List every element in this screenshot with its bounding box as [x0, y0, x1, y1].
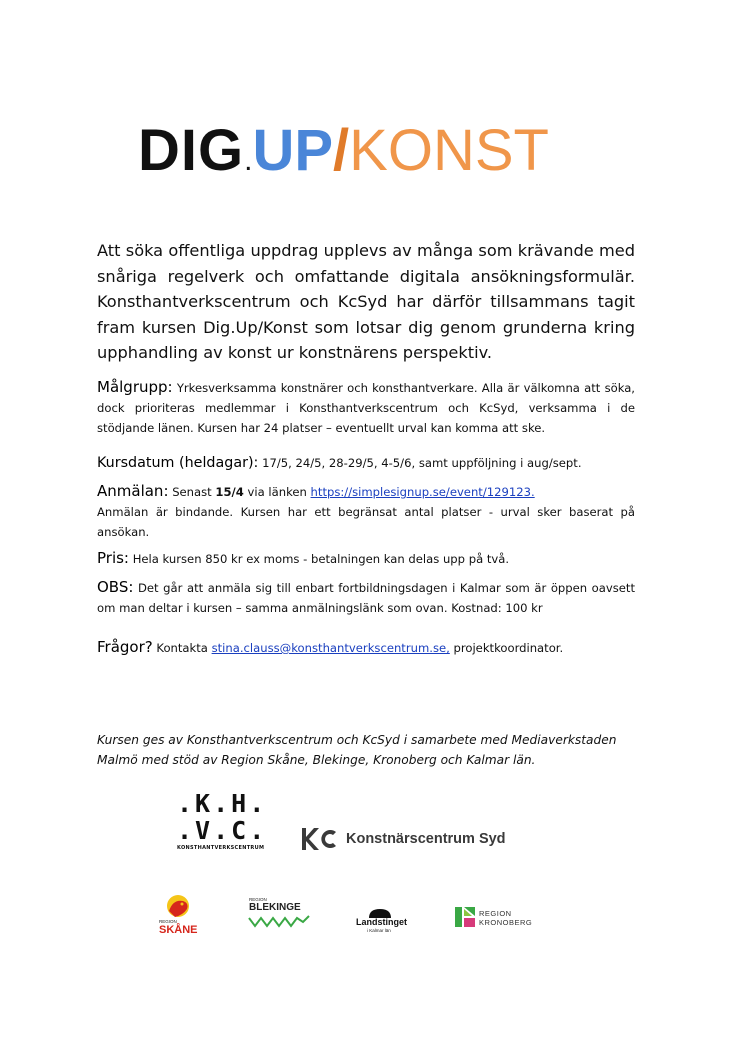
kronoberg-line-1: REGION — [479, 909, 512, 918]
anmalan-label: Anmälan: — [97, 482, 169, 500]
anmalan-text-via: via länken — [247, 485, 307, 499]
kronoberg-line-2: KRONOBERG — [479, 918, 533, 927]
kursdatum-text: 17/5, 24/5, 28-29/5, 4-5/6, samt uppföljning i aug/sept. — [262, 456, 582, 470]
malgrupp-label: Målgrupp: — [97, 378, 173, 396]
kronoberg-text — [479, 909, 532, 927]
region-skane-logo — [157, 893, 199, 935]
obs-text: Det går att anmäla sig till enbart fortbildningsdagen i Kalmar som är öppen oavsett om man deltar i kursen – samma anmälningslänk som ovan. Kostnad: 100 kr — [97, 581, 636, 615]
pris-section — [97, 548, 635, 569]
landstinget-sub: i Kalmar län — [367, 928, 391, 933]
region-blekinge-logo — [247, 897, 313, 931]
ksyd-text: Konstnärscentrum Syd — [346, 831, 506, 847]
dig-up-konst-logo — [138, 116, 549, 186]
kursdatum-label: Kursdatum (heldagar): — [97, 455, 259, 471]
khvc-logo — [177, 789, 268, 851]
fragor-text-after: projektkoordinator. — [453, 641, 564, 655]
signup-link[interactable]: https://simplesignup.se/event/129123. — [310, 485, 535, 499]
blekinge-small: REGION — [249, 897, 267, 902]
khvc-row-1: .K.H. — [177, 789, 268, 818]
anmalan-text-before: Senast — [172, 485, 212, 499]
malgrupp-text: Yrkesverksamma konstnärer och konsthantverkare. Alla är välkomna att söka, dock prioriteras medlemmar i Konsthantverkscentrum och KcSyd, verksamma i de stödjande länen. Kursen har 24 platser – eventuellt urval kan komma att ske. — [97, 381, 635, 435]
logo-up: UP — [252, 118, 334, 183]
anmalan-deadline: 15/4 — [215, 485, 244, 499]
kursdatum-section — [97, 453, 635, 473]
credit-text: Kursen ges av Konsthantverkscentrum och KcSyd i samarbete med Mediaverkstaden Malmö med stöd av Region Skåne, Blekinge, Kronoberg och Kalmar län. — [97, 733, 617, 767]
blekinge-text: BLEKINGE — [249, 902, 301, 913]
pris-text: Hela kursen 850 kr ex moms - betalningen kan delas upp på två. — [132, 552, 510, 566]
blekinge-wave-icon — [247, 912, 313, 930]
fragor-label: Frågor? — [97, 638, 153, 656]
anmalan-section — [97, 481, 635, 542]
skane-text: SKÅNE — [159, 924, 198, 936]
logo-konst: KONST — [349, 118, 549, 183]
pris-label: Pris: — [97, 549, 129, 567]
konstnarscentrum-syd-logo — [300, 822, 506, 856]
landstinget-kalmar-logo — [355, 905, 405, 935]
logo-dig: DIG — [138, 118, 245, 183]
khvc-subtitle: KONSTHANTVERKSCENTRUM — [177, 845, 265, 851]
contact-email-link[interactable]: stina.clauss@konsthantverkscentrum.se, — [211, 641, 450, 655]
khvc-row-2: .V.C. — [177, 816, 268, 845]
intro-paragraph: Att söka offentliga uppdrag upplevs av många som krävande med snåriga regelverk och omfattande digitala ansökningsformulär. Konsthantverkscentrum och KcSyd har därför tillsammans tagit fram kursen Dig.Up/Konst som lotsar dig genom grunderna kring upphandling av konst ur konstnärens perspektiv. — [97, 241, 635, 362]
fragor-section — [97, 637, 635, 658]
obs-section — [97, 577, 635, 618]
anmalan-text-after: Anmälan är bindande. Kursen har ett begränsat antal platser - urval sker baserat på ansökan. — [97, 505, 635, 539]
fragor-text-before: Kontakta — [156, 641, 208, 655]
ksyd-mark-icon — [300, 824, 340, 854]
logo-dot: . — [244, 144, 253, 177]
obs-label: OBS: — [97, 578, 134, 596]
skane-small: REGION — [159, 919, 177, 924]
region-kronoberg-logo — [454, 906, 534, 930]
kronoberg-mark-icon — [454, 906, 476, 928]
logo-slash: / — [333, 118, 350, 183]
malgrupp-section — [97, 377, 635, 438]
landstinget-text: Landstinget — [356, 917, 407, 927]
